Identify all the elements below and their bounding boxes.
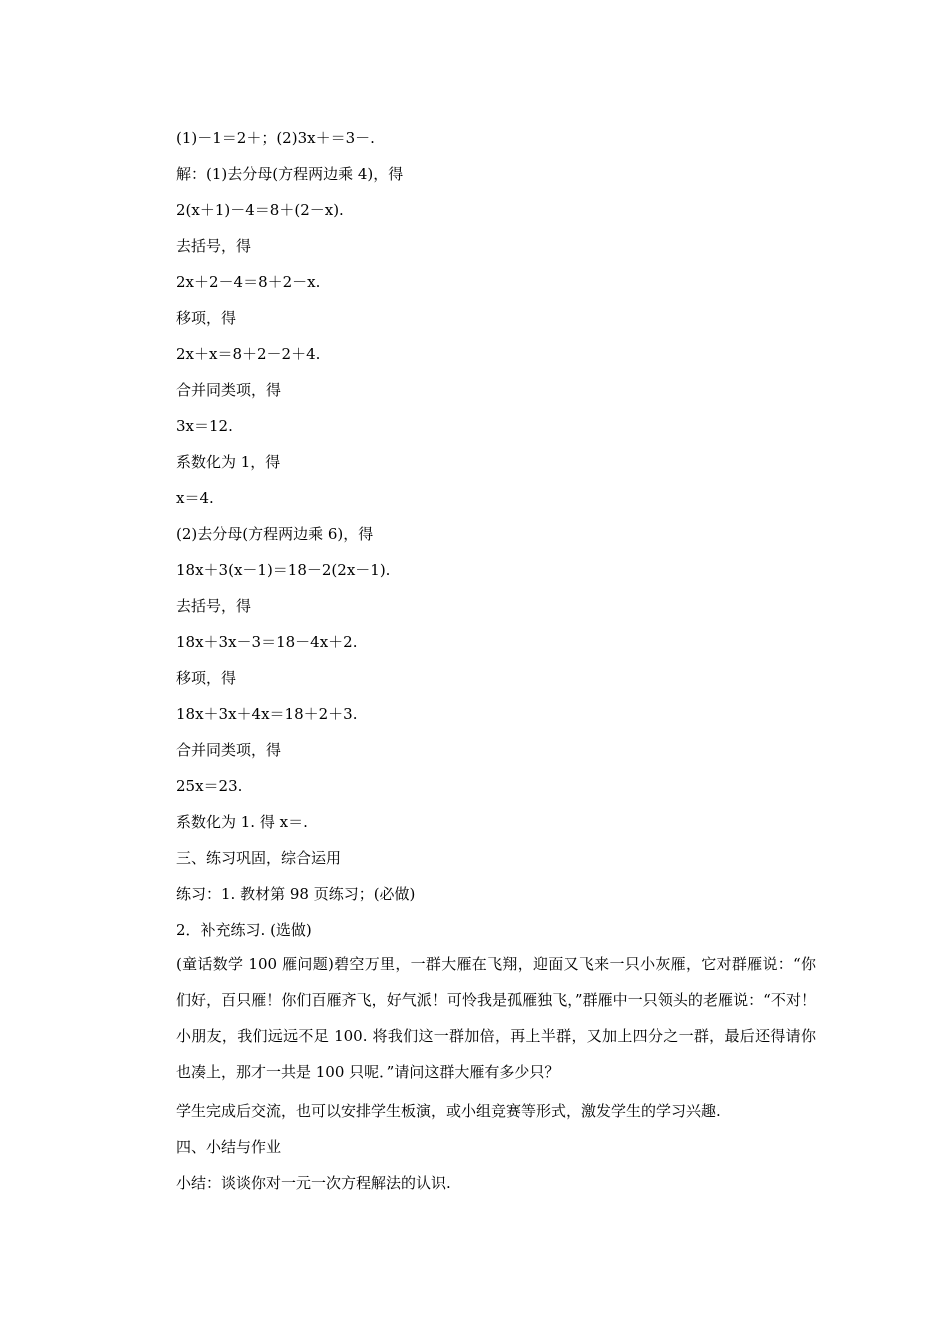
text-line: 合并同类项，得: [176, 381, 282, 399]
text-line: 2x＋x＝8＋2－2＋4.: [176, 345, 321, 363]
text-line: 合并同类项，得: [176, 741, 282, 759]
text-line: 2(x＋1)－4＝8＋(2－x).: [176, 201, 344, 219]
text-line: 18x＋3x＋4x＝18＋2＋3.: [176, 705, 358, 723]
text-line: 小结：谈谈你对一元一次方程解法的认识.: [176, 1174, 451, 1192]
text-line: x＝4.: [176, 489, 214, 507]
text-line: 移项，得: [176, 669, 237, 687]
text-line: 18x＋3(x－1)＝18－2(2x－1).: [176, 561, 391, 579]
text-line: 去括号，得: [176, 237, 252, 255]
text-line: 25x＝23.: [176, 777, 243, 795]
text-line: 解：(1)去分母(方程两边乘 4)，得: [176, 165, 404, 183]
story-paragraph: (童话数学 100 雁问题)碧空万里，一群大雁在飞翔，迎面又飞来一只小灰雁，它对群雁说：“你们好，百只雁！你们百雁齐飞，好气派！可怜我是孤雁独飞，”群雁中一只领头的老雁说：“不对！小朋友，我们远远不足 100. 将我们这一群加倍，再上半群，又加上四分之一群，最后还得请你也凑上，那才一共是 100 只呢．”请问这群大雁有多少只？: [176, 955, 816, 1081]
text-line: 系数化为 1. 得 x＝.: [176, 813, 308, 831]
text-line: 2x＋2－4＝8＋2－x.: [176, 273, 321, 291]
section-heading: 四、小结与作业: [176, 1138, 282, 1156]
text-line: 练习：1. 教材第 98 页练习；(必做): [176, 885, 416, 903]
text-line: 2．补充练习. (选做): [176, 921, 312, 939]
section-heading: 三、练习巩固，综合运用: [176, 849, 342, 867]
text-line: 3x＝12.: [176, 417, 233, 435]
text-line: (1)－1＝2＋；(2)3x＋＝3－.: [176, 129, 375, 147]
text-line: (2)去分母(方程两边乘 6)，得: [176, 525, 374, 543]
text-line: 学生完成后交流，也可以安排学生板演，或小组竞赛等形式，激发学生的学习兴趣.: [176, 1102, 721, 1120]
text-line: 系数化为 1，得: [176, 453, 281, 471]
text-line: 18x＋3x－3＝18－4x＋2.: [176, 633, 358, 651]
text-line: 去括号，得: [176, 597, 252, 615]
text-line: 移项，得: [176, 309, 237, 327]
